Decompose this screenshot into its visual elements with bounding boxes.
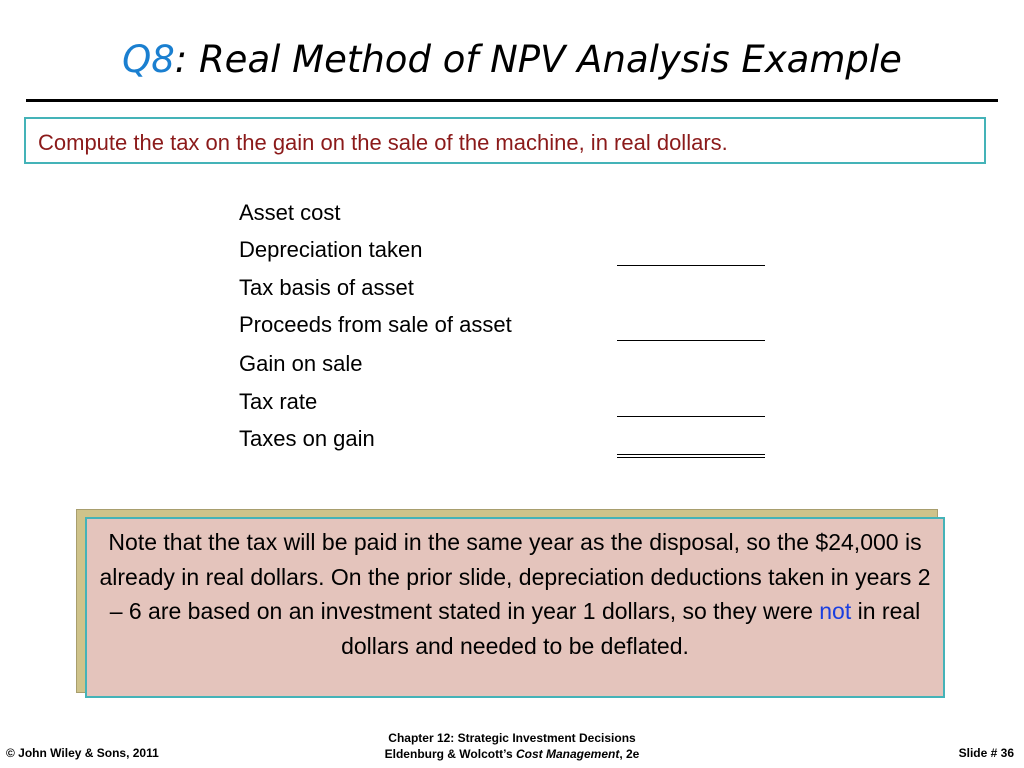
slide-title-text: : Real Method of NPV Analysis Example (174, 38, 902, 81)
note-callout-box (85, 517, 945, 698)
row-label-asset-cost: Asset cost (239, 200, 341, 225)
row-label-gain-on-sale: Gain on sale (239, 351, 363, 376)
subtotal-underline (617, 340, 765, 341)
row-label-proceeds: Proceeds from sale of asset (239, 312, 512, 337)
slide-title-prefix: Q8 (122, 38, 175, 81)
note-highlight-word: not (819, 598, 852, 624)
footer-book-title: Cost Management (515, 747, 620, 761)
slide-title (0, 38, 1024, 81)
note-text-end: in real dollars and needed to be deflated. (341, 598, 921, 659)
footer-book (300, 746, 724, 762)
row-label-taxes-on-gain: Taxes on gain (239, 426, 375, 451)
note-text: Note that the tax will be paid in the same year as the disposal, so the $24,000 is already in real dollars. On the prior slide, depreciation deductions taken in years 2 – 6 are based on an investment stated in year 1 dollars, so they were (99, 529, 931, 624)
footer-chapter: Chapter 12: Strategic Investment Decisions (388, 731, 636, 745)
row-label-depreciation-taken: Depreciation taken (239, 237, 423, 262)
row-label-tax-rate: Tax rate (239, 389, 318, 414)
footer-book-edition: , 2e (619, 747, 640, 761)
question-prompt-box (24, 117, 986, 164)
row-label-tax-basis: Tax basis of asset (239, 275, 414, 300)
subtotal-underline (617, 265, 765, 266)
footer-copyright: © John Wiley & Sons, 2011 (6, 746, 159, 760)
question-prompt-text: Compute the tax on the gain on the sale of the machine, in real dollars. (38, 130, 728, 155)
title-divider (26, 99, 998, 102)
total-double-underline-bottom (617, 457, 765, 458)
footer-slide-number: Slide # 36 (958, 746, 1014, 760)
footer-course-info (300, 730, 724, 762)
footer-book-authors: Eldenburg & Wolcott’s (384, 747, 516, 761)
total-double-underline-top (617, 454, 765, 455)
subtotal-underline (617, 416, 765, 417)
